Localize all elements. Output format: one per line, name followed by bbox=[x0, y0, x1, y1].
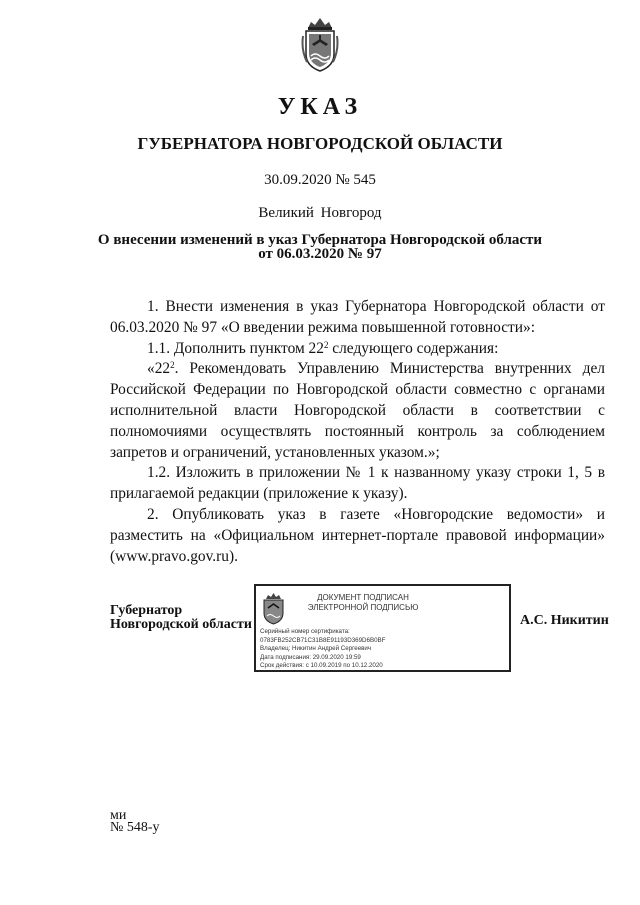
document-title: УКАЗ bbox=[277, 94, 363, 120]
stamp-header bbox=[298, 593, 428, 613]
signer-name: А.С. Никитин bbox=[520, 613, 609, 628]
certificate-owner: Владелец: Никитин Андрей Сергеевич bbox=[260, 645, 372, 653]
paragraph-1: 1. Внести изменения в указ Губернатора Новгородской области от 06.03.2020 № 97 «О введении режима повышенной готовности»: bbox=[110, 298, 605, 336]
paragraph-22-2 bbox=[110, 359, 605, 463]
signer-position bbox=[110, 604, 252, 632]
superscript: 2 bbox=[323, 339, 329, 350]
stamp-header-line-2: ЭЛЕКТРОННОЙ ПОДПИСЬЮ bbox=[307, 603, 419, 612]
certificate-serial: 0783FB252CB71C31B8E91193D369D6B0BF bbox=[260, 636, 386, 644]
heading-line-2: от 06.03.2020 № 97 bbox=[258, 246, 382, 262]
registration-number: № 548-у bbox=[110, 820, 160, 835]
paragraph-22-2-text-a: «22 bbox=[147, 360, 171, 378]
stamp-header-line-1: ДОКУМЕНТ ПОДПИСАН bbox=[317, 593, 409, 602]
signing-date: Дата подписания: 29.09.2020 19:59 bbox=[260, 653, 361, 661]
signer-position-line-2: Новгородской области bbox=[110, 617, 252, 632]
executor-initials: ми bbox=[110, 808, 127, 823]
certificate-validity: Срок действия: с 10.09.2019 по 10.12.2020 bbox=[260, 662, 383, 670]
stamp-details bbox=[260, 628, 385, 671]
paragraph-1-2: 1.2. Изложить в приложении № 1 к названному указу строки 1, 5 в прилагаемой редакции (приложение к указу). bbox=[110, 464, 605, 503]
heading-line-1: О внесении изменений в указ Губернатора Новгородской области bbox=[97, 232, 543, 248]
paragraph-22-2-text-b: . Рекомендовать Управлению Министерства внутренних дел Российской Федерации по Новгородской области совместно с органами исполнительной власти Новгородской области в соответствии с полномочиями осуществлять постоянный контроль за соблюдением запретов и ограничений, установленных указом.»; bbox=[110, 360, 605, 461]
document-body bbox=[110, 297, 605, 567]
date-number: 30.09.2020 № 545 bbox=[264, 172, 376, 188]
superscript: 2 bbox=[170, 360, 175, 371]
electronic-signature-stamp bbox=[254, 584, 511, 672]
paragraph-1-1-text-b: следующего содержания: bbox=[328, 339, 499, 357]
paragraph-1-1 bbox=[110, 339, 605, 360]
paragraph-1-1-text-a: 1.1. Дополнить пунктом 22 bbox=[147, 339, 324, 357]
novgorod-coat-of-arms-icon bbox=[301, 14, 339, 74]
signer-position-line-1: Губернатор bbox=[110, 603, 183, 618]
document-heading bbox=[0, 233, 640, 261]
paragraph-2: 2. Опубликовать указ в газете «Новгородские ведомости» и разместить на «Официальном интернет-портале правовой информации» (www.pravo.gov.ru). bbox=[110, 505, 605, 565]
stamp-coat-of-arms-icon bbox=[261, 591, 286, 625]
serial-label: Серийный номер сертификата: bbox=[260, 628, 350, 635]
city: Великий Новгород bbox=[258, 205, 382, 221]
issuer-title: ГУБЕРНАТОРА НОВГОРОДСКОЙ ОБЛАСТИ bbox=[137, 134, 503, 153]
document-footer bbox=[110, 810, 160, 834]
